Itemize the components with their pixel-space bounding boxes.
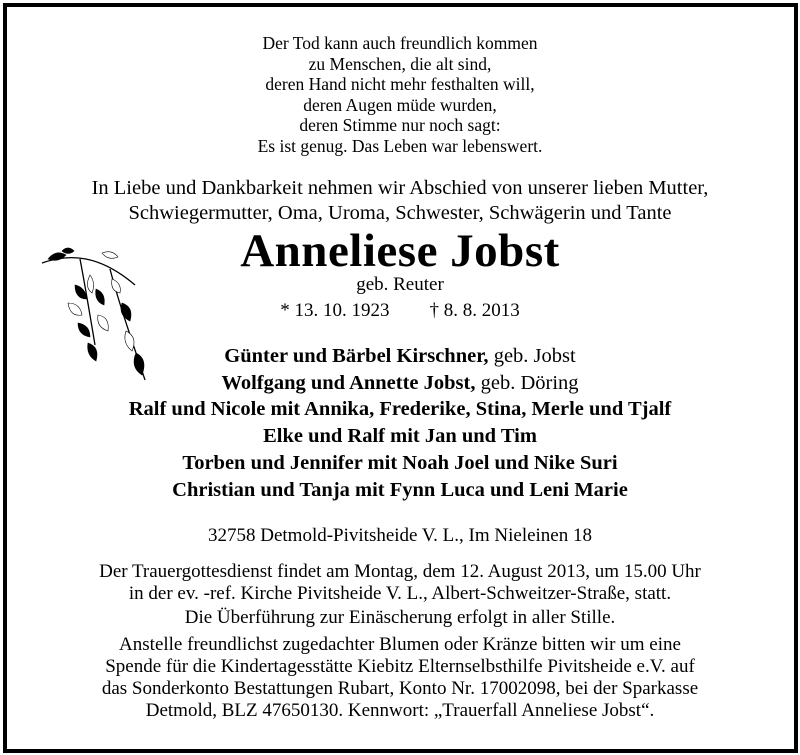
family-names: Wolfgang und Annette Jobst, [221, 371, 476, 394]
donation-line: das Sonderkonto Bestattungen Rubart, Konto Nr. 17002098, bei der Sparkasse [101, 678, 699, 699]
service-line: in der ev. -ref. Kirche Pivitsheide V. L., Albert-Schweitzer-Straße, statt. [128, 583, 672, 604]
transfer-note: Die Überführung zur Einäscherung erfolgt in aller Stille. [184, 607, 616, 628]
birth-date: * 13. 10. 1923 [280, 300, 390, 321]
donation-line: Detmold, BLZ 47650130. Kennwort: „Trauerfall Anneliese Jobst“. [145, 700, 655, 721]
family-names: Elke und Ralf mit Jan und Tim [263, 425, 537, 448]
death-date: † 8. 8. 2013 [429, 300, 520, 321]
family-note: geb. Döring [475, 371, 579, 394]
family-line [0, 423, 800, 450]
intro-line: In Liebe und Dankbarkeit nehmen wir Abschied von unserer lieben Mutter, [91, 177, 709, 199]
family-line [0, 370, 800, 397]
deceased-name: Anneliese Jobst [240, 225, 560, 277]
poem-line: Es ist genug. Das Leben war lebenswert. [257, 135, 543, 156]
family-names: Torben und Jennifer mit Noah Joel und Nike Suri [182, 451, 618, 474]
poem-line: deren Augen müde wurden, [303, 94, 497, 115]
intro-line: Schwiegermutter, Oma, Uroma, Schwester, Schwägerin und Tante [128, 202, 672, 224]
poem [0, 33, 800, 156]
poem-line: deren Stimme nur noch sagt: [299, 115, 501, 135]
donation-line: Spende für die Kindertagesstätte Kiebitz Elternselbsthilfe Pivitsheide e.V. auf [105, 656, 695, 677]
family-list [0, 343, 800, 503]
intro-text [0, 176, 800, 226]
life-dates [0, 299, 800, 323]
family-names: Ralf und Nicole mit Annika, Frederike, Stina, Merle und Tjalf [128, 398, 672, 421]
service-info [0, 561, 800, 605]
maiden-name: geb. Reuter [356, 274, 444, 295]
poem-line: deren Hand nicht mehr festhalten will, [265, 74, 535, 94]
family-names: Christian und Tanja mit Fynn Luca und Leni Marie [172, 478, 628, 501]
family-line [0, 450, 800, 477]
donation-info [0, 634, 800, 722]
family-note: geb. Jobst [488, 345, 576, 367]
poem-line: Der Tod kann auch freundlich kommen [262, 33, 538, 53]
family-line [0, 343, 800, 370]
family-line [0, 477, 800, 504]
poem-line: zu Menschen, die alt sind, [308, 53, 492, 74]
donation-line: Anstelle freundlichst zugedachter Blumen oder Kränze bitten wir um eine [119, 634, 681, 655]
service-line: Der Trauergottesdienst findet am Montag, dem 12. August 2013, um 15.00 Uhr [99, 561, 701, 582]
family-line [0, 396, 800, 423]
family-names: Günter und Bärbel Kirschner, [224, 345, 489, 367]
address: 32758 Detmold-Pivitsheide V. L., Im Nieleinen 18 [207, 525, 592, 546]
